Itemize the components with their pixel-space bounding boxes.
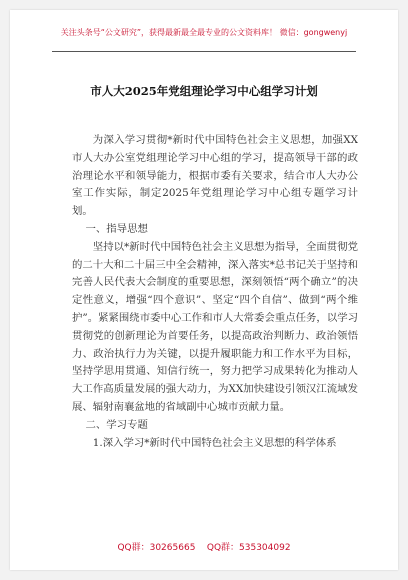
document-page (10, 10, 398, 570)
header-divider (52, 51, 356, 52)
guiding-ideology-paragraph: 坚持以*新时代中国特色社会主义思想为指导，全面贯彻党的二十大和二十届三中全会精神，深入落实*总书记关于坚持和完善人民代表大会制度的重要思想，深刻领悟“两个确立”的决定性意义，增强“四个意识”、坚定“四个自信”、做到“两个维护”。紧紧围绕市委中心工作和市人大常委会重点任务，以学习贯彻党的创新理论为首要任务，以提高政治判断力、政治领悟力、政治执行力为关键，以提升履职能力和工作水平为目标，坚持学思用贯通、知信行统一，努力把学习成果转化为推动人大工作高质量发展的强大动力，为XX加快建设引领汉江流域发展、辐射南襄盆地的省域副中心城市贡献力量。 (72, 240, 358, 413)
document-body (72, 132, 358, 452)
qq-group-footer: QQ群：30265665 QQ群：535304092 (117, 543, 291, 553)
section-heading-guiding-ideology: 一、指导思想 (85, 222, 148, 235)
document-title: 市人大2025年党组理论学习中心组学习计划 (90, 84, 318, 98)
promo-banner: 关注头条号“公文研究”，获得最新最全最专业的公文资料库！ 微信：gongwenyj (60, 28, 348, 37)
study-topic-item: 1.深入学习*新时代中国特色社会主义思想的科学体系 (92, 436, 337, 449)
section-heading-study-topics: 二、学习专题 (85, 418, 148, 431)
intro-paragraph: 为深入学习贯彻*新时代中国特色社会主义思想，加强XX市人大办公室党组理论学习中心组的学习，提高领导干部的政治理论水平和领导能力，根据市委有关要求，结合市人大办公室工作实际，制定2025年党组理论学习中心组专题学习计划。 (72, 134, 358, 218)
